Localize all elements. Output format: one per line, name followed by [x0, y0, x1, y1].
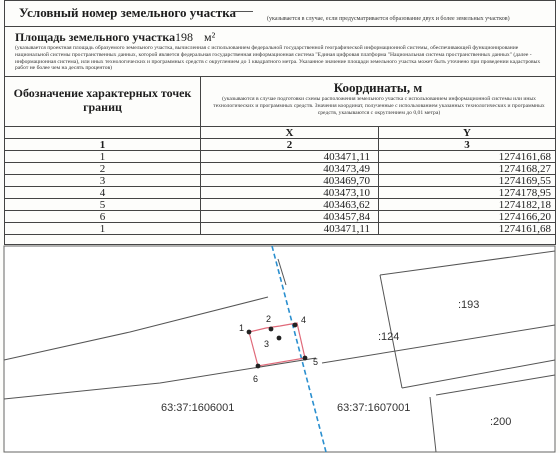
cadastral-number-row — [5, 1, 555, 27]
x-cell: 403457,84 — [201, 211, 379, 223]
area-label: Площадь земельного участка — [15, 30, 176, 44]
column-number-3: 3 — [464, 139, 470, 151]
point-label: 3 — [264, 339, 270, 349]
parcel-map — [0, 245, 560, 453]
boundary-point-marker — [269, 327, 274, 332]
point-cell: 1 — [5, 151, 201, 163]
point-cell: 4 — [5, 187, 201, 199]
table-row — [5, 163, 555, 175]
axis-row-point-cell — [5, 127, 201, 139]
point-header-cell — [5, 77, 201, 127]
point-cell: 2 — [5, 163, 201, 175]
point-cell: 3 — [5, 175, 201, 187]
boundary-point-marker — [277, 336, 282, 341]
map-frame — [4, 246, 555, 452]
point-label: 2 — [266, 314, 272, 324]
cadastral-number-note: (указывается в случае, если предусматривается образование двух и более земельных участков) — [267, 16, 510, 22]
point-label: 1 — [239, 323, 245, 333]
column-number-1: 1 — [5, 139, 201, 151]
x-cell: 403473,49 — [201, 163, 379, 175]
y-cell: 1274169,55 — [498, 175, 551, 187]
table-row — [5, 151, 555, 163]
table-row — [5, 223, 555, 235]
cadastral-number-blank — [233, 11, 253, 12]
y-cell: 1274168,27 — [498, 163, 551, 175]
axis-y-cell: Y — [463, 127, 471, 139]
point-label: 4 — [301, 315, 307, 325]
axis-row — [5, 127, 555, 139]
boundary-point-marker — [247, 330, 252, 335]
axis-x-cell: X — [201, 127, 379, 139]
y-cell: 1274161,68 — [498, 223, 551, 235]
table-row — [5, 211, 555, 223]
x-cell: 403471,11 — [201, 223, 379, 235]
area-note: (указывается проектная площадь образуемого земельного участка, вычисленная с использованием федеральной государственной географической информационной системы, обеспечивающей функционирование национальной системы пространственных данных, которой является федеральная государственная информационная система "Единая цифровая платформа "Национальная система пространственных данных" (далее - информационная система), или иных технологических и программных средств с округлением до 1 квадратного метра. Указанное значение площади земельного участка может быть уточнено при проведении кадастровых работ не более чем на десять процентов) — [15, 45, 541, 72]
parcel-label-193: :193 — [458, 299, 480, 311]
coords-header-cell — [201, 77, 555, 127]
map-drawing — [0, 245, 560, 453]
point-header-text: Обозначение характерных точек границ — [13, 86, 192, 114]
parcel-label-124: :124 — [378, 331, 400, 343]
quarter-label-right: 63:37:1607001 — [337, 402, 411, 414]
y-cell: 1274161,68 — [498, 151, 551, 163]
x-cell: 403471,11 — [201, 151, 379, 163]
boundary-point-marker — [256, 364, 261, 369]
parcel-label-200: :200 — [490, 416, 512, 428]
point-cell: 1 — [5, 223, 201, 235]
cadastral-number-label: Условный номер земельного участка — [19, 5, 237, 20]
x-cell: 403463,62 — [201, 199, 379, 211]
y-cell: 1274178,95 — [498, 187, 551, 199]
y-cell: 1274182,18 — [498, 199, 551, 211]
x-cell: 403469,70 — [201, 175, 379, 187]
point-cell: 6 — [5, 211, 201, 223]
area-unit: м² — [204, 30, 216, 44]
point-label: 5 — [313, 357, 319, 367]
column-number-row — [5, 139, 555, 151]
x-cell: 403473,10 — [201, 187, 379, 199]
boundary-point-marker — [293, 323, 298, 328]
coordinates-table — [4, 0, 556, 245]
table-row — [5, 175, 555, 187]
area-value: 198 — [175, 30, 193, 44]
area-row — [5, 27, 555, 77]
table-row — [5, 199, 555, 211]
coords-header-note: (указываются в случае подготовки схемы расположения земельного участка с использованием информационной системы или иных технологических и программных средств. Значения координат, полученные с использованием указанных технологических и программных средств, указываются с округлением до 0,01 метра) — [213, 96, 545, 116]
y-cell: 1274166,20 — [498, 211, 551, 223]
point-cell: 5 — [5, 199, 201, 211]
point-label: 6 — [253, 374, 259, 384]
coords-header-title: Координаты, м — [333, 80, 423, 95]
table-row — [5, 187, 555, 199]
column-number-2: 2 — [201, 139, 379, 151]
boundary-point-marker — [303, 356, 308, 361]
quarter-label-left: 63:37:1606001 — [161, 402, 235, 414]
